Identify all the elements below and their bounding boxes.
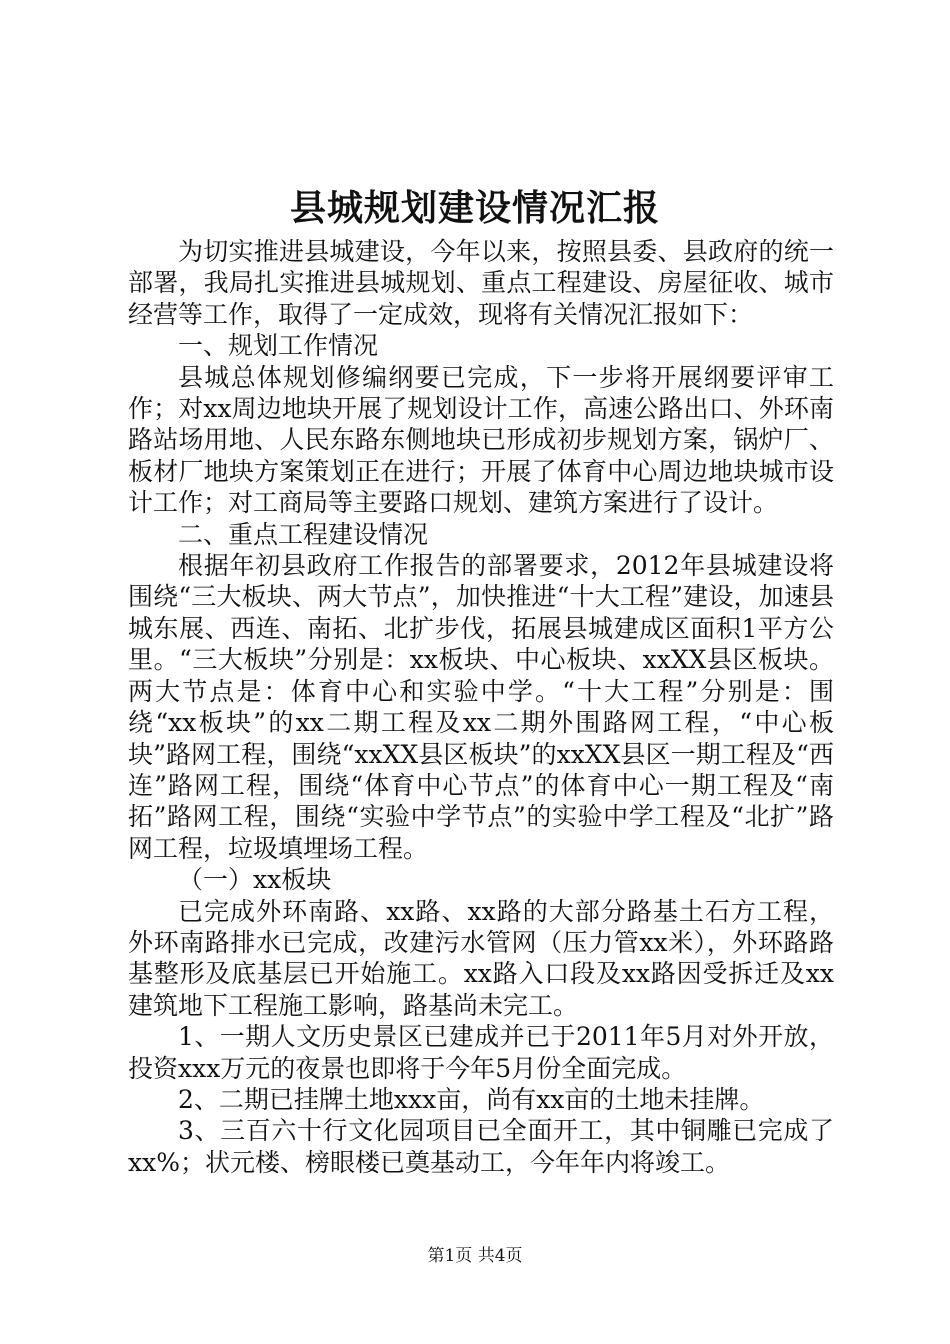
subsection-heading-xx-block: （一）xx板块 — [178, 865, 332, 895]
section-heading-key-projects: 二、重点工程建设情况 — [178, 519, 429, 549]
intro-paragraph: 为切实推进县城建设，今年以来，按照县委、县政府的统一部署，我局扎实推进县城规划、重点工程建设、房屋征收、城市经营等工作，取得了一定成效，现将有关情况汇报如下： — [128, 237, 834, 329]
list-item-1: 1、一期人文历史景区已建成并已于2011年5月对外开放，投资xxx万元的夜景也即将于今年5月份全面完成。 — [128, 1022, 834, 1083]
planning-paragraph: 县城总体规划修编纲要已完成，下一步将开展纲要评审工作；对xx周边地块开展了规划设计工作，高速公路出口、外环南路站场用地、人民东路东侧地块已形成初步规划方案，锅炉厂、板材厂地块方案策划正在进行；开展了体育中心周边地块城市设计工作；对工商局等主要路口规划、建筑方案进行了设计。 — [128, 362, 834, 518]
list-item-2: 2、二期已挂牌土地xxx亩，尚有xx亩的土地未挂牌。 — [178, 1084, 765, 1114]
page-footer: 第1页 共4页 — [427, 1246, 523, 1266]
document-body — [128, 236, 834, 1178]
xx-block-paragraph: 已完成外环南路、xx路、xx路的大部分路基土石方工程，外环南路排水已完成，改建污水管网（压力管xx米），外环路路基整形及底基层已开始施工。xx路入口段及xx路因受拆迁及xx建筑地下工程施工影响，路基尚未完工。 — [128, 896, 834, 1020]
key-projects-paragraph: 根据年初县政府工作报告的部署要求，2012年县城建设将围绕“三大板块、两大节点”，加快推进“十大工程”建设，加速县城东展、西连、南拓、北扩步伐，拓展县城建成区面积1平方公里。“三大板块”分别是：xx板块、中心板块、xxXX县区板块。两大节点是：体育中心和实验中学。“十大工程”分别是：围绕“xx板块”的xx二期工程及xx二期外围路网工程，“中心板块”路网工程，围绕“xxXX县区板块”的xxXX县区一期工程及“西连”路网工程，围绕“体育中心节点”的体育中心一期工程及“南拓”路网工程，围绕“实验中学节点”的实验中学工程及“北扩”路网工程，垃圾填埋场工程。 — [128, 551, 834, 863]
document-title: 县城规划建设情况汇报 — [289, 187, 660, 229]
list-item-3: 3、三百六十行文化园项目已全面开工，其中铜雕已完成了xx%；状元楼、榜眼楼已奠基动工，今年年内将竣工。 — [128, 1116, 834, 1177]
section-heading-planning: 一、规划工作情况 — [178, 331, 379, 361]
